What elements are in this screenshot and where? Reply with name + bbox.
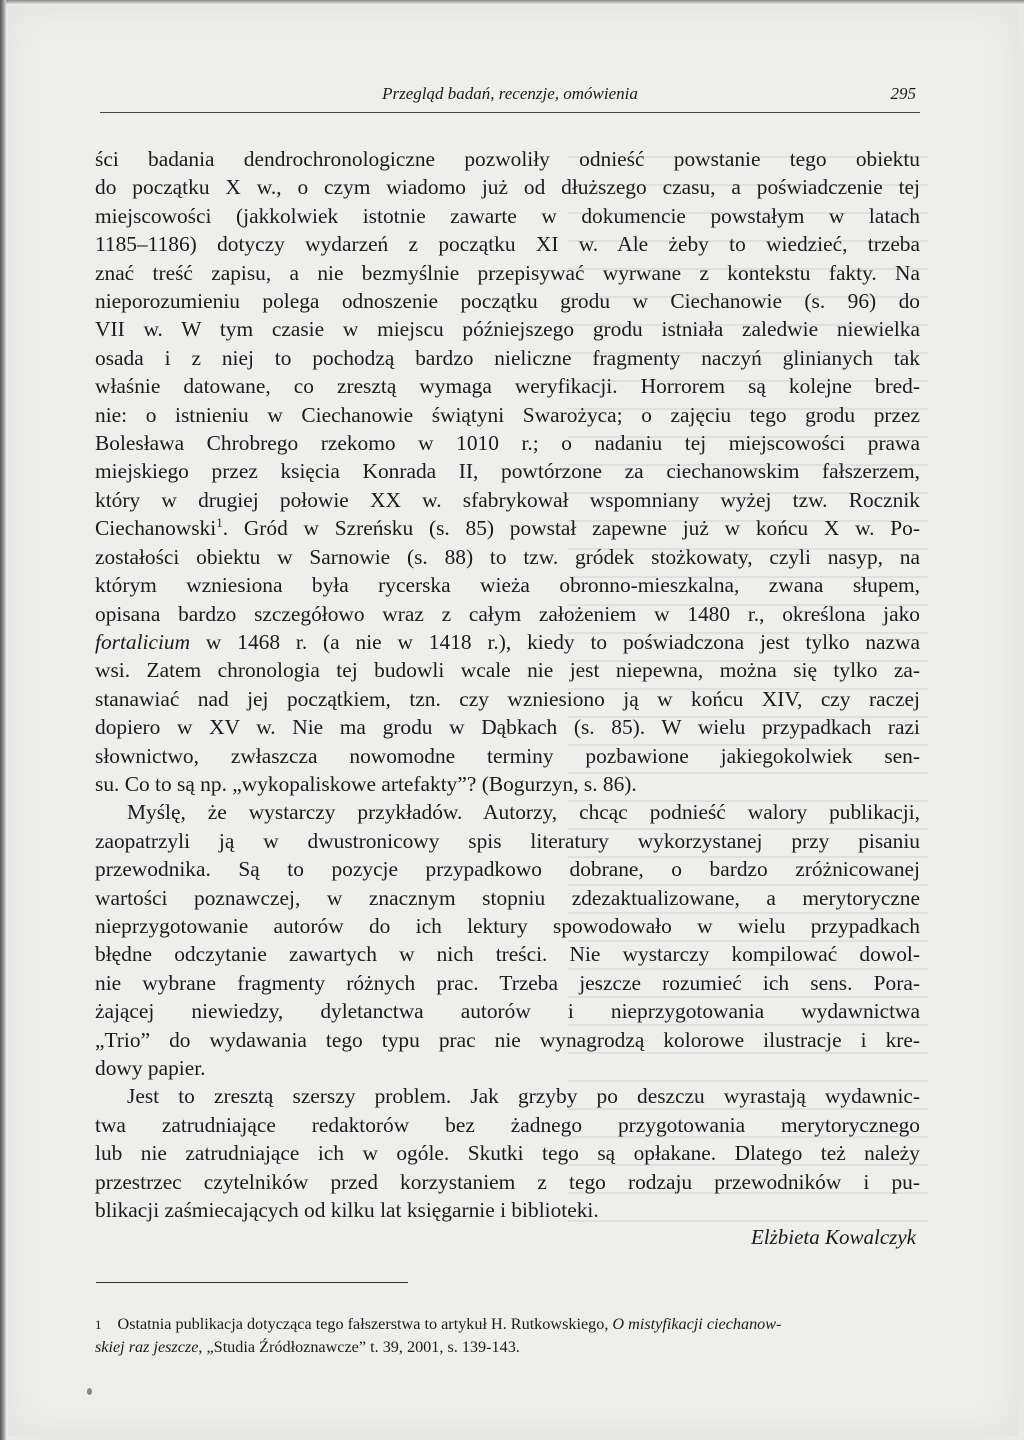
text-line: ści badania dendrochronologiczne pozwoliły odnieść powstanie tego obiektu [95,147,920,171]
text-line: zaopatrzyli ją w dwustronicowy spis literatury wykorzystanej przy pisaniu [95,828,920,853]
text-line: nieprzygotowanie autorów do ich lektury spowodowało w wielu przypadkach [95,913,920,938]
text-line: który w drugiej połowie XX w. sfabrykował wspomniany wyżej tzw. Rocznik [95,487,920,512]
scan-top-edge [0,0,1024,4]
paragraph-start: Jest to zresztą szerszy problem. Jak grzyby po deszczu wyrastają wydawnic- [127,1084,920,1109]
author-signature: Elżbieta Kowalczyk [750,1225,916,1249]
text-line: wartości poznawczej, w znacznym stopniu zdezaktualizowane, a merytoryczne [95,885,920,910]
footnote-line [95,1313,918,1336]
text-line: znać treść zapisu, a nie bezmyślnie przepisywać wyrwane z kontekstu fakty. Na [95,260,920,285]
text-fragment: . Gród w Szreńsku (s. 85) powstał zapewne już w końcu X w. Po- [222,516,920,541]
text-line: żającej niewiedzy, dyletanctwa autorów i nieprzygotowania wydawnictwa [95,999,920,1024]
text-line: nie: o istnieniu w Ciechanowie świątyni Swarożyca; o zajęciu tego grodu przez [95,402,920,427]
running-title: Przegląd badań, recenzje, omówienia [382,84,638,103]
text-line: osada i z niej to pochodzą bardzo nieliczne fragmenty naczyń glinianych tak [95,345,920,370]
paragraph-start: Myślę, że wystarczy przykładów. Autorzy, chcąc podnieść walory publikacji, [127,800,920,825]
text-line: lub nie zatrudniające ich w ogóle. Skutki tego są opłakane. Dlatego też należy [95,1141,920,1166]
text-line: opisana bardzo szczegółowo wraz z całym założeniem w 1480 r., określona jako [95,601,920,626]
running-header [100,82,920,113]
text-line: stanawiać nad jej początkiem, tzn. czy wzniesiono ją w końcu XIV, czy raczej [95,686,920,711]
text-line: nie wybrane fragmenty różnych prac. Trzeba jeszcze rozumieć ich sens. Pora- [95,970,920,995]
text-line [95,628,920,656]
text-line: błędne odczytanie zawartych w nich treści. Nie wystarczy kompilować dowol- [95,942,920,967]
text-line: którym wzniesiona była rycerska wieża obronno-mieszkalna, zwana słupem, [95,573,920,598]
text-line [95,514,920,542]
footnote [95,1313,918,1358]
main-text [95,145,920,1224]
text-fragment: Ciechanowski [95,516,217,541]
text-line: miejscowości (jakkolwiek istotnie zawarte w dokumencie powstałym w latach [95,203,920,228]
footnote-line [95,1336,918,1358]
footnote-reference[interactable]: 1 [216,515,223,531]
text-line: blikacji zaśmiecających od kilku lat księgarnie i biblioteki. [95,1198,599,1223]
page-number: 295 [890,84,916,103]
text-line: twa zatrudniające redaktorów bez żadnego przygotowania merytorycznego [95,1112,920,1137]
text-line: dopiero w XV w. Nie ma grodu w Dąbkach (s. 85). W wielu przypadkach razi [95,715,920,740]
footnote-title: skiej raz jeszcze [95,1338,199,1356]
footnote-text: , „Studia Źródłoznawcze” t. 39, 2001, s. 139-143. [198,1338,520,1356]
text-line: 1185–1186) dotyczy wydarzeń z początku XI w. Ale żeby to wiedzieć, trzeba [95,232,920,257]
footnote-title: O mistyfikacji ciechanow- [612,1315,782,1333]
footnote-mark: 1 [95,1317,102,1332]
footnote-text: Ostatnia publikacja dotycząca tego fałszerstwa to artykuł H. Rutkowskiego, [117,1315,613,1333]
text-line: słownictwo, zwłaszcza nowomodne terminy pozbawione jakiegokolwiek sen- [95,743,920,768]
italic-term: fortalicium [95,629,191,654]
text-line: zostałości obiektu w Sarnowie (s. 88) to tzw. gródek stożkowaty, czyli nasyp, na [95,544,920,569]
text-line: wsi. Zatem chronologia tej budowli wcale nie jest niepewna, można się tylko za- [95,658,920,683]
text-line: VII w. W tym czasie w miejscu późniejszego grodu istniała zaledwie niewielka [95,317,920,342]
text-fragment: w 1468 r. (a nie w 1418 r.), kiedy to poświadczona jest tylko nazwa [190,629,920,654]
text-line: do początku X w., o czym wiadomo już od dłuższego czasu, a poświadczenie tej [95,175,920,200]
text-line: przewodnika. Są to pozycje przypadkowo dobrane, o bardzo zróżnicowanej [95,857,920,882]
text-line: „Trio” do wydawania tego typu prac nie wynagrodzą kolorowe ilustracje i kre- [95,1027,920,1052]
text-line: przestrzec czytelników przed korzystaniem z tego rodzaju przewodników i pu- [95,1169,920,1194]
text-line: właśnie datowane, co zresztą wymaga weryfikacji. Horrorem są kolejne bred- [95,374,920,399]
text-line: dowy papier. [95,1056,206,1080]
footnote-divider [96,1282,408,1283]
text-line: miejskiego przez księcia Konrada II, powtórzone za ciechanowskim fałszerzem, [95,459,920,484]
scan-speck [87,1388,92,1395]
text-line: Bolesława Chrobrego rzekomo w 1010 r.; o nadaniu tej miejscowości prawa [95,431,920,456]
text-line: su. Co to są np. „wykopaliskowe artefakty”? (Bogurzyn, s. 86). [95,771,637,796]
scan-left-edge [0,0,6,1440]
text-line: nieporozumieniu polega odnoszenie początku grodu w Ciechanowie (s. 96) do [95,289,920,314]
